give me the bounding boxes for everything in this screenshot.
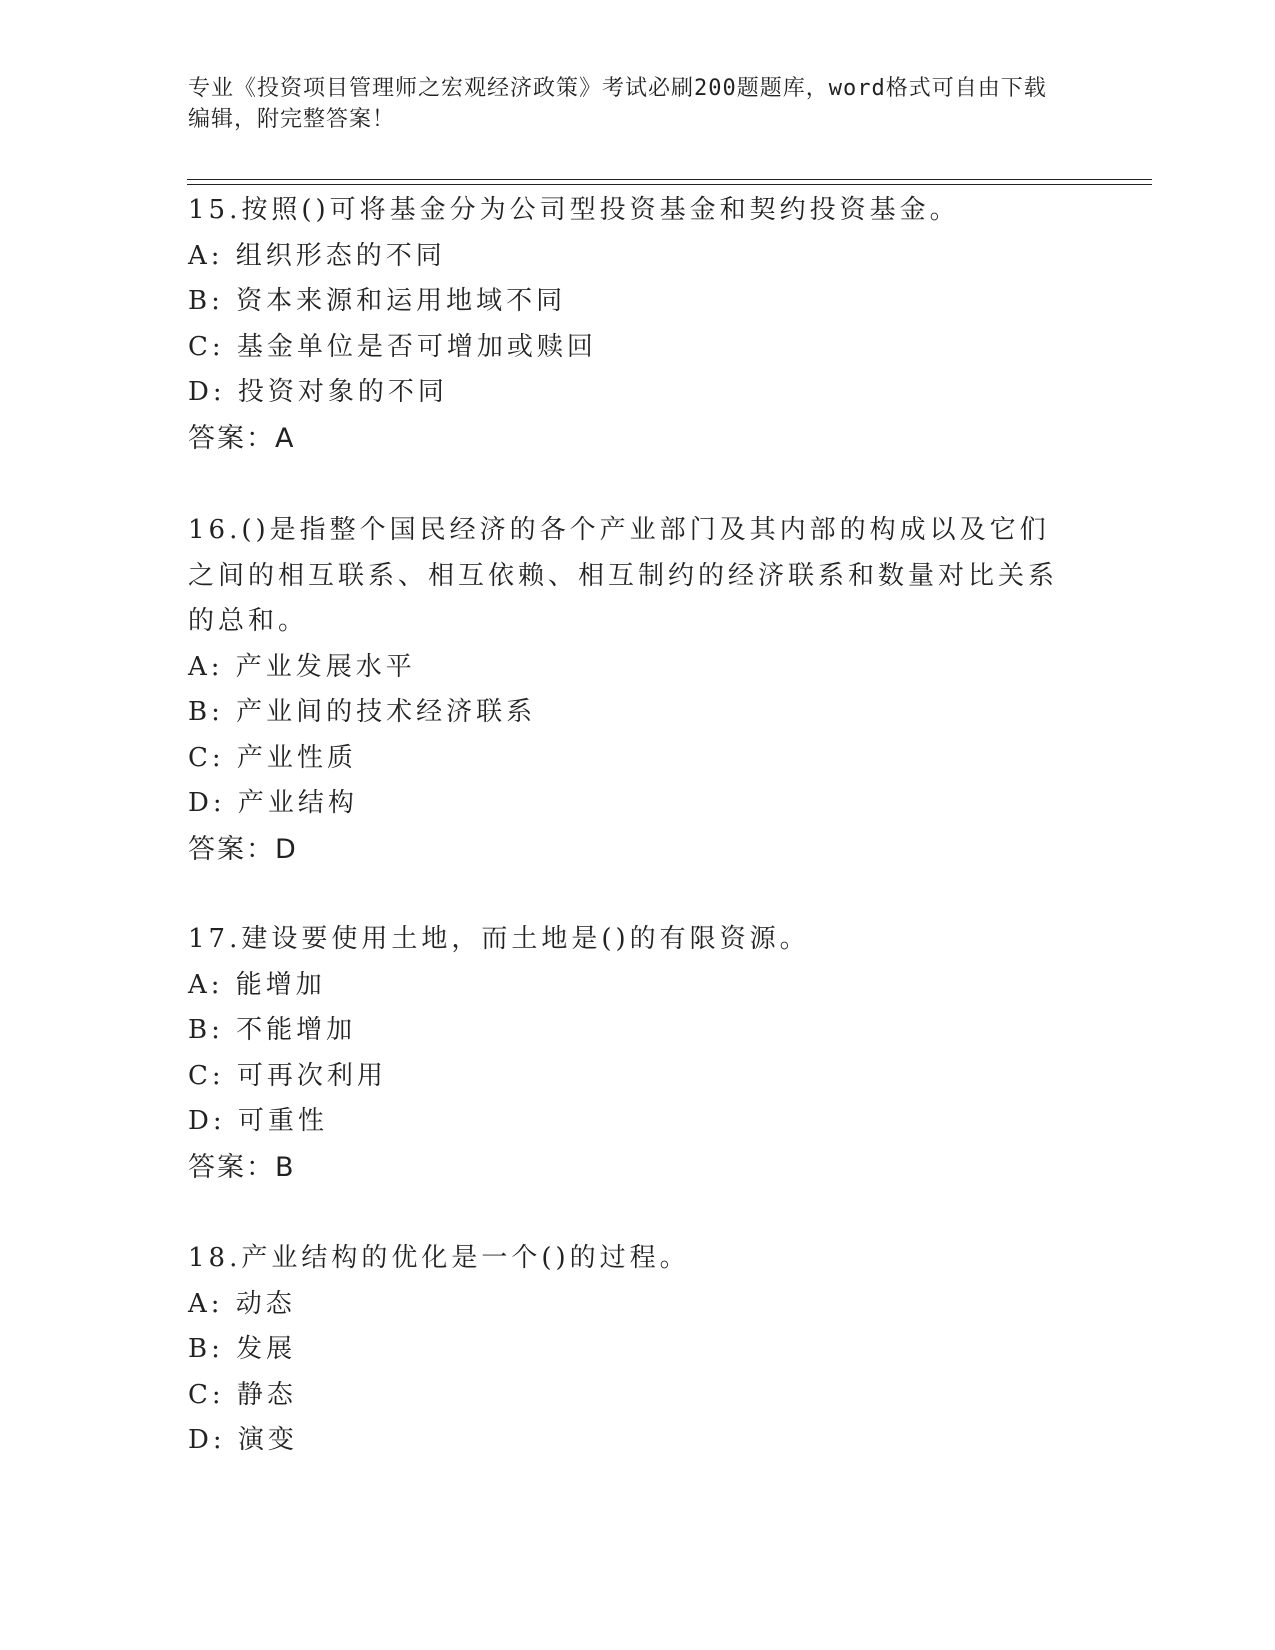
option-d: D: 产业结构 [188, 788, 358, 818]
question-stem: 16.()是指整个国民经济的各个产业部门及其内部的构成以及它们之间的相互联系、相互依赖、相互制约的经济联系和数量对比关系的总和。 [188, 515, 1059, 636]
option-c: C: 产业性质 [188, 742, 357, 773]
option-b: B: 产业间的技术经济联系 [188, 697, 537, 727]
option-b: B: 不能增加 [188, 1015, 357, 1045]
answer-line: 答案：D [188, 833, 298, 865]
question-stem: 15.按照()可将基金分为公司型投资基金和契约投资基金。 [188, 195, 960, 225]
question-15 [188, 188, 1088, 461]
question-stem: 17.建设要使用土地，而土地是()的有限资源。 [188, 924, 810, 954]
question-17 [188, 917, 1088, 1190]
header-divider-top [187, 179, 1152, 180]
option-d: D: 可重性 [188, 1106, 328, 1136]
document-header: 专业《投资项目管理师之宏观经济政策》考试必刷200题题库，word格式可自由下载编辑，附完整答案！ [188, 76, 1047, 132]
option-a: A: 动态 [188, 1288, 296, 1319]
option-a: A: 产业发展水平 [188, 651, 416, 682]
answer-line: 答案：B [188, 1151, 296, 1183]
question-18 [188, 1236, 1088, 1464]
question-16 [188, 508, 1088, 872]
option-b: B: 发展 [188, 1334, 297, 1364]
option-c: C: 基金单位是否可增加或赎回 [188, 331, 597, 362]
question-stem: 18.产业结构的优化是一个()的过程。 [188, 1243, 690, 1273]
answer-line: 答案：A [188, 422, 296, 454]
header-divider-bottom [187, 184, 1152, 185]
option-d: D: 演变 [188, 1425, 298, 1455]
option-d: D: 投资对象的不同 [188, 377, 448, 407]
option-c: C: 可再次利用 [188, 1060, 387, 1091]
option-a: A: 能增加 [188, 969, 326, 1000]
option-c: C: 静态 [188, 1379, 297, 1410]
option-b: B: 资本来源和运用地域不同 [188, 286, 567, 316]
option-a: A: 组织形态的不同 [188, 240, 446, 271]
